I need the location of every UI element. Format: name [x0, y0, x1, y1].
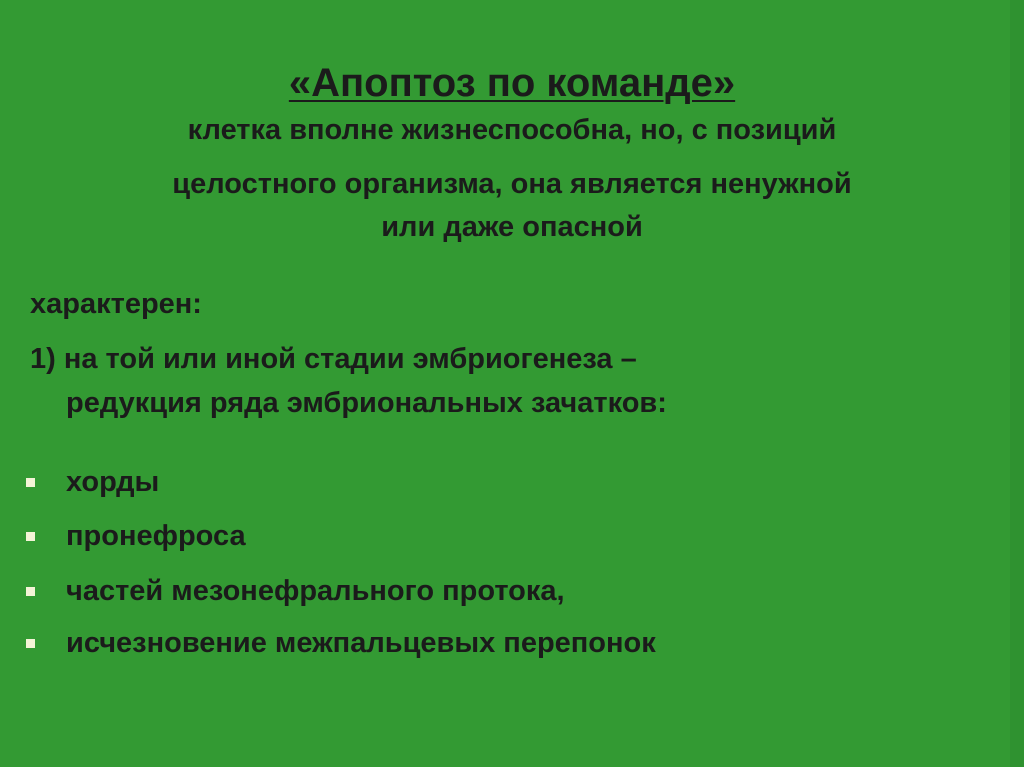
subtitle-line-1: клетка вполне жизнеспособна, но, с позиций: [187, 114, 837, 146]
point-1-line-2: редукция ряда эмбриональных зачатков:: [66, 387, 667, 419]
subtitle-line-3: или даже опасной: [381, 211, 643, 243]
square-bullet-icon: [26, 587, 35, 596]
bullet-text: хорды: [66, 466, 160, 498]
bullet-text: исчезновение межпальцевых перепонок: [66, 627, 656, 659]
square-bullet-icon: [26, 478, 35, 487]
bullet-text: пронефроса: [66, 520, 246, 552]
square-bullet-icon: [26, 639, 35, 648]
bullet-text: частей мезонефрального протока,: [66, 575, 565, 607]
slide-title: «Апоптоз по команде»: [288, 60, 736, 105]
point-1-line-1: 1) на той или иной стадии эмбриогенеза –: [30, 343, 637, 375]
square-bullet-icon: [26, 532, 35, 541]
characteristic-label: характерен:: [30, 288, 202, 320]
subtitle-line-2: целостного организма, она является ненужной: [172, 168, 852, 200]
